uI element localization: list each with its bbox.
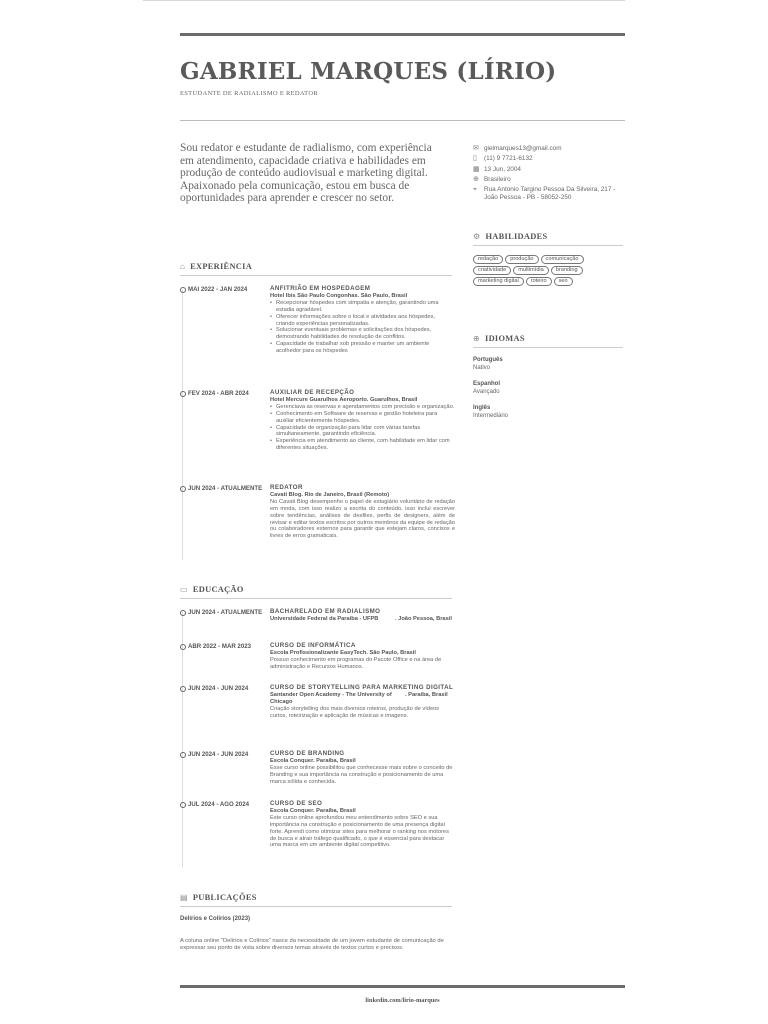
skill-chip: branding xyxy=(551,266,583,275)
contact-email-row[interactable] xyxy=(473,145,623,153)
skill-chip: produção xyxy=(505,255,538,264)
entry-org: Hotel Ibis São Paulo Congonhas. São Paulo, Brasil xyxy=(270,292,408,299)
entry-org: Escola Profissionalizante EasyTech. São Paulo, Brasil xyxy=(270,649,416,656)
experience-heading-text: EXPERIÊNCIA xyxy=(190,262,253,271)
linkedin-link[interactable]: linkedin.com/lirio-marques xyxy=(365,997,440,1004)
entry-date: ABR 2022 - MAR 2023 xyxy=(188,643,251,650)
education-timeline xyxy=(182,612,183,867)
contact-nationality-row xyxy=(473,176,623,184)
entry-description: Este curso online aprofundou meu entendimento sobre SEO e sua importância na construção e posicionamento de uma presença digital forte. Aprendi como otimizar sites para melhorar o ranking nos motores de busca e atrair tráfego qualificado, o que é essencial para destacar uma marca em um ambiente digital competitivo. xyxy=(270,814,449,849)
globe-icon: ⊕ xyxy=(473,175,479,183)
skill-chip: seo xyxy=(554,277,573,286)
briefcase-icon: ⌂ xyxy=(180,262,186,271)
entry-org: Universidade Federal da Paraíba - UFPB xyxy=(270,615,379,622)
language-item xyxy=(473,405,508,420)
skill-chip: redação xyxy=(473,255,503,264)
entry-org: Escola Conquer. Paraíba, Brasil xyxy=(270,807,356,814)
timeline-dot xyxy=(180,287,186,293)
phone-icon: ▯ xyxy=(473,155,477,163)
entry-description: Esse curso online possibilitou que conhecesse mais sobre o conceito de Branding e sua importância na construção e posicionamento de uma marca sólida e conhecida. xyxy=(270,764,453,785)
publications-heading xyxy=(180,893,257,902)
entry-date: MAI 2022 - JAN 2024 xyxy=(188,286,248,293)
entry-role: CURSO DE SEO xyxy=(270,800,323,807)
contact-info xyxy=(473,145,623,205)
entry-description: No Cavati Blog desempenho o papel de estagiário voluntário de redação em moda, com isso realizo a escrita do conteúdo, isso inclui escrever sobre tendências, análises de desfiles, perfis de designers, além de revisar e editar textos escritos por outros membros da equipe de redação ou colaboradores externos para garantir que estejam claros, concisos e livres de erros gramaticais. xyxy=(270,498,455,540)
contact-email[interactable]: gielmarques13@gmail.com xyxy=(484,145,562,152)
languages-heading-text: IDIOMAS xyxy=(485,334,525,343)
contact-address-row xyxy=(473,186,623,203)
language-name: Português xyxy=(473,357,503,363)
entry-date: JUL 2024 - AGO 2024 xyxy=(188,801,249,808)
experience-timeline xyxy=(182,290,183,560)
entry-date: FEV 2024 - ABR 2024 xyxy=(188,390,249,397)
experience-divider xyxy=(180,275,452,276)
languages-divider xyxy=(473,347,623,348)
contact-birth: 13 Jun, 2004 xyxy=(484,165,521,173)
education-heading xyxy=(180,585,244,594)
candidate-name: GABRIEL MARQUES (LÍRIO) xyxy=(180,58,557,85)
language-level: Intermediário xyxy=(473,412,509,419)
skill-chip: marketing digital xyxy=(473,277,524,286)
entry-date: JUN 2024 - JUN 2024 xyxy=(188,685,249,692)
entry-role: CURSO DE INFORMÁTICA xyxy=(270,642,356,649)
entry-bullet: • Experiência em atendimento ao cliente, com habilidade em lidar com diferentes situações. xyxy=(276,438,455,452)
entry-bullets xyxy=(270,300,455,355)
entry-bullet: • Conhecimento em Software de reservas e gestão hoteleira para auxiliar eficientemente hóspedes. xyxy=(276,411,455,425)
entry-role: ANFITRIÃO EM HOSPEDAGEM xyxy=(270,285,371,292)
entry-org: Santander Open Academy - The University of Chicago xyxy=(270,691,392,705)
entry-bullets xyxy=(270,404,455,452)
language-item xyxy=(473,381,500,396)
book-icon: ▭ xyxy=(180,585,188,594)
publications-heading-text: PUBLICAÇÕES xyxy=(192,893,257,902)
contact-nationality: Brasileiro xyxy=(484,175,511,183)
timeline-dot xyxy=(180,802,186,808)
publication-title: Delírios e Colírios (2023) xyxy=(180,916,251,922)
skills-heading xyxy=(473,232,547,241)
contact-phone-row xyxy=(473,155,623,163)
skill-chip: multimídia xyxy=(513,266,549,275)
language-item xyxy=(473,357,503,372)
entry-bullet: • Capacidade de trabalhar sob pressão e manter um ambiente acolhedor para os hóspedes xyxy=(276,341,455,355)
entry-org: Hotel Mercure Guarulhos Aeroporto. Guarulhos, Brasil xyxy=(270,396,418,403)
skills-divider xyxy=(473,245,623,246)
entry-role: AUXILIAR DE RECEPÇÃO xyxy=(270,389,355,396)
contact-address: Rua Antonio Targino Pessoa Da Silveira, 217 - João Pessoa - PB - 58052-250 xyxy=(484,186,616,202)
entry-role: CURSO DE STORYTELLING PARA MARKETING DIGITAL xyxy=(270,684,454,691)
header-top-rule xyxy=(180,33,625,36)
entry-bullet: • Capacidade de organização para lidar com várias tarefas simultaneamente, garantindo eficiência. xyxy=(276,425,455,439)
document-icon: ▤ xyxy=(180,893,188,902)
skill-chip: comunicação xyxy=(541,255,584,264)
entry-place: . João Pessoa, Brasil xyxy=(395,615,452,622)
education-heading-text: EDUCAÇÃO xyxy=(192,585,244,594)
entry-date: JUN 2024 - ATUALMENTE xyxy=(188,485,263,492)
timeline-dot xyxy=(180,644,186,650)
skill-chip: criatividade xyxy=(473,266,511,275)
entry-org: Escola Conquer. Paraíba, Brasil xyxy=(270,757,356,764)
skills-list xyxy=(473,255,623,286)
entry-date: JUN 2024 - JUN 2024 xyxy=(188,751,249,758)
language-level: Avançado xyxy=(473,388,500,395)
timeline-dot xyxy=(180,610,186,616)
entry-date: JUN 2024 - ATUALMENTE xyxy=(188,609,263,616)
profile-summary: Sou redator e estudante de radialismo, com experiência em atendimento, capacidade criativa e habilidades em produção de conteúdo audiovisual e marketing digital. Apaixonado pela comunicação, estou em busca de oportunidades para aprender e crescer no setor. xyxy=(180,142,432,205)
education-divider xyxy=(180,598,452,599)
entry-description: Possuo conhecimento em programas do Pacote Office e na área de administração e Recursos Humanos. xyxy=(270,656,442,670)
entry-bullet: • Gerenciava as reservas e agendamentos com precisão e organização. xyxy=(276,404,455,411)
skill-chip: roteiro xyxy=(526,277,552,286)
timeline-dot xyxy=(180,486,186,492)
footer-rule xyxy=(180,985,625,988)
timeline-dot xyxy=(180,391,186,397)
language-name: Inglês xyxy=(473,405,491,411)
experience-heading xyxy=(180,262,252,271)
entry-bullet: • Recepcionar hóspedes com simpatia e atenção, garantindo uma estadia agradável. xyxy=(276,300,455,314)
language-level: Nativo xyxy=(473,364,491,371)
location-pin-icon: ⌖ xyxy=(473,186,477,194)
languages-heading xyxy=(473,334,525,343)
globe-icon: ⊕ xyxy=(473,334,481,343)
gear-icon: ⚙ xyxy=(473,232,481,241)
calendar-icon: ▦ xyxy=(473,165,480,173)
page-top-border xyxy=(143,0,625,1)
email-icon: ✉ xyxy=(473,145,479,152)
entry-role: REDATOR xyxy=(270,484,303,491)
publication-description: A coluna online "Delírios e Colírios" nasce da necessidade de um jovem estudante de comunicação de expressar seu ponto de vista sobre diversos temas através de textos curtos e precisos. xyxy=(180,938,444,951)
candidate-subtitle: ESTUDANTE DE RADIALISMO E REDATOR xyxy=(180,90,318,97)
publications-divider xyxy=(180,906,452,907)
timeline-dot xyxy=(180,752,186,758)
entry-bullet: • Oferecer informações sobre o local e atividades aos hóspedes, criando experiências personalizadas. xyxy=(276,314,455,328)
skills-heading-text: HABILIDADES xyxy=(485,232,548,241)
language-name: Espanhol xyxy=(473,381,501,387)
timeline-dot xyxy=(180,686,186,692)
entry-org: Cavati Blog. Rio de Janeiro, Brasil (Remoto) xyxy=(270,491,390,498)
entry-role: BACHARELADO EM RADIALISMO xyxy=(270,608,381,615)
entry-place: . Paraíba, Brasil xyxy=(405,691,448,698)
entry-bullet: • Solucionar eventuais problemas e solicitações dos hóspedes, demostrando habilidades de resolução de conflitos. xyxy=(276,327,455,341)
contact-phone: (11) 9 7721-6132 xyxy=(484,155,533,163)
contact-birth-row xyxy=(473,166,623,174)
entry-description: Criação storytelling dos mais diversos roteiros, produção de vídeos curtos, roteirização e aplicação de músicas e imagens. xyxy=(270,705,440,719)
header-divider xyxy=(180,120,625,121)
entry-role: CURSO DE BRANDING xyxy=(270,750,345,757)
